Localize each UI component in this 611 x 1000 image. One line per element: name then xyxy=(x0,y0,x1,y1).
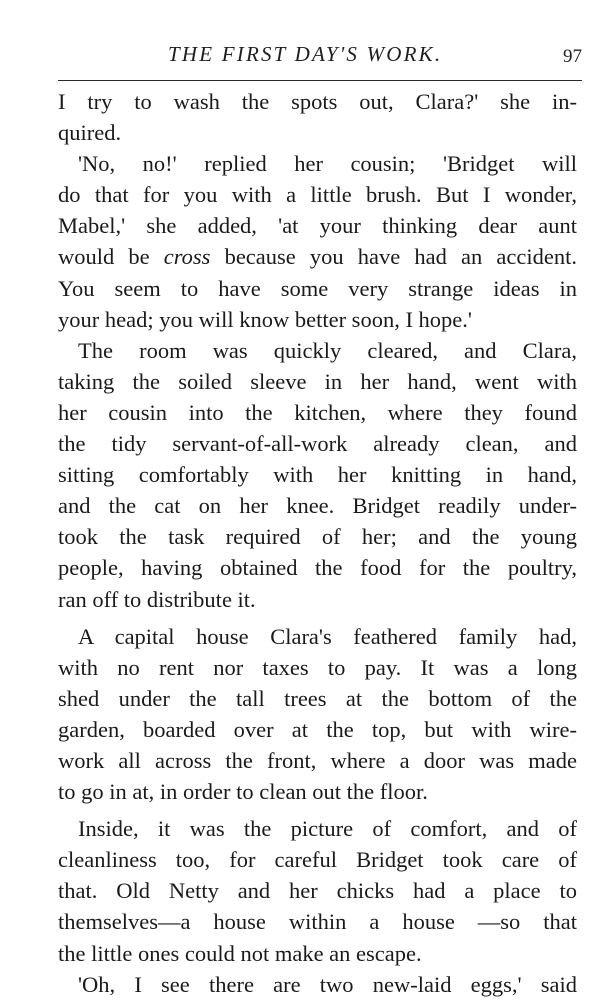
text-line: I try to wash the spots out, Clara?' she in- xyxy=(58,89,577,114)
text-line: 'No, no!' replied her cousin; 'Bridget will xyxy=(78,151,577,177)
text-line: work all across the front, where a door was made xyxy=(58,747,577,773)
text-line: with no rent nor taxes to pay. It was a long xyxy=(58,654,577,680)
text-line: sitting comfortably with her knitting in hand, xyxy=(58,462,577,488)
text-fragment: because you have had an accident. xyxy=(210,244,577,270)
text-line: her cousin into the kitchen, where they found xyxy=(58,399,577,425)
text-line: people, having obtained the food for the poultry, xyxy=(58,555,577,581)
italic-word: cross xyxy=(163,244,211,270)
text-line: shed under the tall trees at the bottom of the xyxy=(58,685,577,711)
text-line: themselves—a house within a house —so that xyxy=(58,909,577,935)
header-rule xyxy=(58,80,582,81)
body-text xyxy=(58,86,577,1000)
text-line: to go in at, in order to clean out the floor. xyxy=(58,779,428,805)
text-line: your head; you will know better soon, I hope.' xyxy=(58,306,472,332)
text-line: The room was quickly cleared, and Clara, xyxy=(78,337,577,363)
text-line: the little ones could not make an escape. xyxy=(58,940,422,966)
text-line: garden, boarded over at the top, but with wire- xyxy=(58,716,577,742)
text-line: You seem to have some very strange ideas in xyxy=(58,275,577,301)
running-title: THE FIRST DAY'S WORK. xyxy=(168,42,443,66)
text-line: ran off to distribute it. xyxy=(58,586,256,612)
page-number: 97 xyxy=(563,46,582,67)
page-header xyxy=(58,42,582,72)
text-line: cleanliness too, for careful Bridget took care of xyxy=(58,847,577,873)
text-line: quired. xyxy=(58,120,122,146)
text-line: do that for you with a little brush. But I wonder, xyxy=(58,182,577,208)
text-line: Mabel,' she added, 'at your thinking dear aunt xyxy=(58,213,577,239)
text-line: 'Oh, I see there are two new-laid eggs,' said xyxy=(78,971,577,997)
text-line: took the task required of her; and the young xyxy=(58,524,577,550)
text-line: A capital house Clara's feathered family had, xyxy=(78,623,577,649)
text-line: that. Old Netty and her chicks had a place to xyxy=(58,878,577,904)
text-line xyxy=(58,241,577,272)
text-line: the tidy servant-of-all-work already clean, and xyxy=(58,431,577,457)
text-line: Inside, it was the picture of comfort, and of xyxy=(78,816,577,842)
text-line: taking the soiled sleeve in her hand, went with xyxy=(58,368,577,394)
text-fragment: would be xyxy=(58,244,164,270)
text-line: and the cat on her knee. Bridget readily under- xyxy=(58,493,577,519)
